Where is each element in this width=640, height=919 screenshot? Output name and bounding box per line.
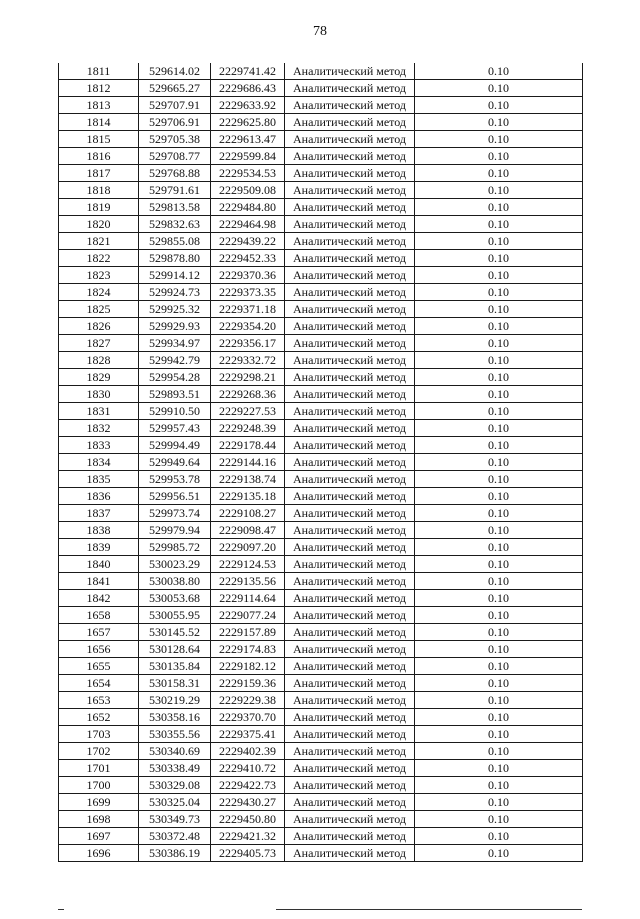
accuracy-cell: 0.10 [415, 199, 583, 216]
method-cell: Аналитический метод [285, 743, 415, 760]
table-row [59, 505, 583, 522]
y-coordinate-cell: 2229439.22 [211, 233, 285, 250]
y-coordinate-cell: 2229599.84 [211, 148, 285, 165]
y-coordinate-cell: 2229229.38 [211, 692, 285, 709]
table-row [59, 131, 583, 148]
y-coordinate-cell: 2229402.39 [211, 743, 285, 760]
table-row [59, 369, 583, 386]
y-coordinate-cell: 2229410.72 [211, 760, 285, 777]
table-row [59, 284, 583, 301]
x-coordinate-cell: 529910.50 [139, 403, 211, 420]
method-cell: Аналитический метод [285, 216, 415, 233]
point-number-cell: 1811 [59, 63, 139, 80]
point-number-cell: 1696 [59, 845, 139, 862]
point-number-cell: 1657 [59, 624, 139, 641]
accuracy-cell: 0.10 [415, 624, 583, 641]
method-cell: Аналитический метод [285, 607, 415, 624]
accuracy-cell: 0.10 [415, 250, 583, 267]
y-coordinate-cell: 2229135.56 [211, 573, 285, 590]
point-number-cell: 1701 [59, 760, 139, 777]
x-coordinate-cell: 529832.63 [139, 216, 211, 233]
table-row [59, 250, 583, 267]
accuracy-cell: 0.10 [415, 556, 583, 573]
coordinates-table [58, 63, 583, 862]
x-coordinate-cell: 530349.73 [139, 811, 211, 828]
point-number-cell: 1653 [59, 692, 139, 709]
y-coordinate-cell: 2229686.43 [211, 80, 285, 97]
accuracy-cell: 0.10 [415, 165, 583, 182]
x-coordinate-cell: 530145.52 [139, 624, 211, 641]
y-coordinate-cell: 2229450.80 [211, 811, 285, 828]
method-cell: Аналитический метод [285, 420, 415, 437]
method-cell: Аналитический метод [285, 811, 415, 828]
table-row [59, 811, 583, 828]
method-cell: Аналитический метод [285, 284, 415, 301]
method-cell: Аналитический метод [285, 539, 415, 556]
accuracy-cell: 0.10 [415, 811, 583, 828]
y-coordinate-cell: 2229354.20 [211, 318, 285, 335]
accuracy-cell: 0.10 [415, 488, 583, 505]
accuracy-cell: 0.10 [415, 80, 583, 97]
y-coordinate-cell: 2229371.18 [211, 301, 285, 318]
accuracy-cell: 0.10 [415, 369, 583, 386]
y-coordinate-cell: 2229138.74 [211, 471, 285, 488]
accuracy-cell: 0.10 [415, 182, 583, 199]
x-coordinate-cell: 530055.95 [139, 607, 211, 624]
method-cell: Аналитический метод [285, 726, 415, 743]
table-row [59, 845, 583, 862]
method-cell: Аналитический метод [285, 386, 415, 403]
x-coordinate-cell: 529665.27 [139, 80, 211, 97]
y-coordinate-cell: 2229114.64 [211, 590, 285, 607]
table-row [59, 658, 583, 675]
y-coordinate-cell: 2229097.20 [211, 539, 285, 556]
footer-rule [276, 909, 582, 910]
table-row [59, 777, 583, 794]
x-coordinate-cell: 530158.31 [139, 675, 211, 692]
x-coordinate-cell: 529973.74 [139, 505, 211, 522]
method-cell: Аналитический метод [285, 658, 415, 675]
point-number-cell: 1700 [59, 777, 139, 794]
y-coordinate-cell: 2229373.35 [211, 284, 285, 301]
table-row [59, 63, 583, 80]
accuracy-cell: 0.10 [415, 454, 583, 471]
point-number-cell: 1656 [59, 641, 139, 658]
x-coordinate-cell: 530023.29 [139, 556, 211, 573]
accuracy-cell: 0.10 [415, 573, 583, 590]
point-number-cell: 1703 [59, 726, 139, 743]
table-row [59, 182, 583, 199]
y-coordinate-cell: 2229098.47 [211, 522, 285, 539]
point-number-cell: 1836 [59, 488, 139, 505]
method-cell: Аналитический метод [285, 454, 415, 471]
point-number-cell: 1821 [59, 233, 139, 250]
accuracy-cell: 0.10 [415, 760, 583, 777]
method-cell: Аналитический метод [285, 318, 415, 335]
y-coordinate-cell: 2229356.17 [211, 335, 285, 352]
x-coordinate-cell: 529708.77 [139, 148, 211, 165]
point-number-cell: 1816 [59, 148, 139, 165]
table-row [59, 454, 583, 471]
y-coordinate-cell: 2229248.39 [211, 420, 285, 437]
x-coordinate-cell: 529979.94 [139, 522, 211, 539]
table-row [59, 216, 583, 233]
method-cell: Аналитический метод [285, 641, 415, 658]
point-number-cell: 1830 [59, 386, 139, 403]
method-cell: Аналитический метод [285, 369, 415, 386]
x-coordinate-cell: 530329.08 [139, 777, 211, 794]
method-cell: Аналитический метод [285, 148, 415, 165]
table-row [59, 522, 583, 539]
point-number-cell: 1655 [59, 658, 139, 675]
point-number-cell: 1838 [59, 522, 139, 539]
method-cell: Аналитический метод [285, 590, 415, 607]
accuracy-cell: 0.10 [415, 352, 583, 369]
method-cell: Аналитический метод [285, 250, 415, 267]
accuracy-cell: 0.10 [415, 386, 583, 403]
y-coordinate-cell: 2229298.21 [211, 369, 285, 386]
x-coordinate-cell: 530358.16 [139, 709, 211, 726]
point-number-cell: 1840 [59, 556, 139, 573]
y-coordinate-cell: 2229405.73 [211, 845, 285, 862]
method-cell: Аналитический метод [285, 301, 415, 318]
point-number-cell: 1822 [59, 250, 139, 267]
method-cell: Аналитический метод [285, 267, 415, 284]
method-cell: Аналитический метод [285, 675, 415, 692]
y-coordinate-cell: 2229227.53 [211, 403, 285, 420]
accuracy-cell: 0.10 [415, 233, 583, 250]
point-number-cell: 1837 [59, 505, 139, 522]
method-cell: Аналитический метод [285, 709, 415, 726]
coordinates-table-body [59, 63, 583, 862]
point-number-cell: 1841 [59, 573, 139, 590]
method-cell: Аналитический метод [285, 437, 415, 454]
x-coordinate-cell: 529942.79 [139, 352, 211, 369]
table-row [59, 471, 583, 488]
point-number-cell: 1654 [59, 675, 139, 692]
y-coordinate-cell: 2229464.98 [211, 216, 285, 233]
x-coordinate-cell: 529707.91 [139, 97, 211, 114]
table-row [59, 420, 583, 437]
x-coordinate-cell: 529994.49 [139, 437, 211, 454]
point-number-cell: 1658 [59, 607, 139, 624]
y-coordinate-cell: 2229268.36 [211, 386, 285, 403]
point-number-cell: 1825 [59, 301, 139, 318]
point-number-cell: 1824 [59, 284, 139, 301]
method-cell: Аналитический метод [285, 352, 415, 369]
point-number-cell: 1815 [59, 131, 139, 148]
x-coordinate-cell: 530135.84 [139, 658, 211, 675]
y-coordinate-cell: 2229144.16 [211, 454, 285, 471]
y-coordinate-cell: 2229370.36 [211, 267, 285, 284]
method-cell: Аналитический метод [285, 131, 415, 148]
x-coordinate-cell: 529614.02 [139, 63, 211, 80]
table-row [59, 80, 583, 97]
accuracy-cell: 0.10 [415, 420, 583, 437]
y-coordinate-cell: 2229613.47 [211, 131, 285, 148]
page-number: 78 [313, 24, 327, 39]
table-row [59, 488, 583, 505]
x-coordinate-cell: 529929.93 [139, 318, 211, 335]
x-coordinate-cell: 530038.80 [139, 573, 211, 590]
method-cell: Аналитический метод [285, 777, 415, 794]
y-coordinate-cell: 2229077.24 [211, 607, 285, 624]
method-cell: Аналитический метод [285, 80, 415, 97]
accuracy-cell: 0.10 [415, 335, 583, 352]
table-row [59, 352, 583, 369]
table-row [59, 794, 583, 811]
x-coordinate-cell: 529949.64 [139, 454, 211, 471]
point-number-cell: 1823 [59, 267, 139, 284]
table-row [59, 590, 583, 607]
accuracy-cell: 0.10 [415, 777, 583, 794]
footer-rule-left [58, 909, 64, 910]
table-row [59, 318, 583, 335]
accuracy-cell: 0.10 [415, 522, 583, 539]
method-cell: Аналитический метод [285, 505, 415, 522]
accuracy-cell: 0.10 [415, 658, 583, 675]
table-row [59, 199, 583, 216]
x-coordinate-cell: 530053.68 [139, 590, 211, 607]
point-number-cell: 1812 [59, 80, 139, 97]
point-number-cell: 1842 [59, 590, 139, 607]
accuracy-cell: 0.10 [415, 437, 583, 454]
accuracy-cell: 0.10 [415, 216, 583, 233]
accuracy-cell: 0.10 [415, 148, 583, 165]
x-coordinate-cell: 529893.51 [139, 386, 211, 403]
y-coordinate-cell: 2229625.80 [211, 114, 285, 131]
accuracy-cell: 0.10 [415, 131, 583, 148]
x-coordinate-cell: 529924.73 [139, 284, 211, 301]
table-row [59, 437, 583, 454]
point-number-cell: 1826 [59, 318, 139, 335]
table-row [59, 148, 583, 165]
accuracy-cell: 0.10 [415, 607, 583, 624]
method-cell: Аналитический метод [285, 522, 415, 539]
y-coordinate-cell: 2229741.42 [211, 63, 285, 80]
method-cell: Аналитический метод [285, 828, 415, 845]
point-number-cell: 1819 [59, 199, 139, 216]
table-row [59, 267, 583, 284]
method-cell: Аналитический метод [285, 556, 415, 573]
point-number-cell: 1831 [59, 403, 139, 420]
table-row [59, 114, 583, 131]
x-coordinate-cell: 529956.51 [139, 488, 211, 505]
point-number-cell: 1820 [59, 216, 139, 233]
method-cell: Аналитический метод [285, 165, 415, 182]
accuracy-cell: 0.10 [415, 743, 583, 760]
table-row [59, 386, 583, 403]
x-coordinate-cell: 530355.56 [139, 726, 211, 743]
method-cell: Аналитический метод [285, 403, 415, 420]
accuracy-cell: 0.10 [415, 692, 583, 709]
x-coordinate-cell: 530325.04 [139, 794, 211, 811]
x-coordinate-cell: 529914.12 [139, 267, 211, 284]
point-number-cell: 1818 [59, 182, 139, 199]
y-coordinate-cell: 2229182.12 [211, 658, 285, 675]
accuracy-cell: 0.10 [415, 284, 583, 301]
method-cell: Аналитический метод [285, 471, 415, 488]
accuracy-cell: 0.10 [415, 471, 583, 488]
accuracy-cell: 0.10 [415, 403, 583, 420]
accuracy-cell: 0.10 [415, 590, 583, 607]
method-cell: Аналитический метод [285, 182, 415, 199]
point-number-cell: 1832 [59, 420, 139, 437]
table-row [59, 607, 583, 624]
y-coordinate-cell: 2229157.89 [211, 624, 285, 641]
x-coordinate-cell: 530128.64 [139, 641, 211, 658]
accuracy-cell: 0.10 [415, 845, 583, 862]
x-coordinate-cell: 530372.48 [139, 828, 211, 845]
method-cell: Аналитический метод [285, 692, 415, 709]
y-coordinate-cell: 2229159.36 [211, 675, 285, 692]
y-coordinate-cell: 2229430.27 [211, 794, 285, 811]
point-number-cell: 1829 [59, 369, 139, 386]
method-cell: Аналитический метод [285, 97, 415, 114]
method-cell: Аналитический метод [285, 199, 415, 216]
point-number-cell: 1827 [59, 335, 139, 352]
method-cell: Аналитический метод [285, 114, 415, 131]
table-row [59, 301, 583, 318]
y-coordinate-cell: 2229375.41 [211, 726, 285, 743]
accuracy-cell: 0.10 [415, 97, 583, 114]
point-number-cell: 1833 [59, 437, 139, 454]
y-coordinate-cell: 2229509.08 [211, 182, 285, 199]
accuracy-cell: 0.10 [415, 301, 583, 318]
y-coordinate-cell: 2229108.27 [211, 505, 285, 522]
method-cell: Аналитический метод [285, 794, 415, 811]
accuracy-cell: 0.10 [415, 641, 583, 658]
table-row [59, 165, 583, 182]
table-row [59, 335, 583, 352]
method-cell: Аналитический метод [285, 760, 415, 777]
table-row [59, 692, 583, 709]
y-coordinate-cell: 2229452.33 [211, 250, 285, 267]
table-row [59, 675, 583, 692]
point-number-cell: 1697 [59, 828, 139, 845]
point-number-cell: 1813 [59, 97, 139, 114]
table-row [59, 573, 583, 590]
point-number-cell: 1835 [59, 471, 139, 488]
x-coordinate-cell: 529706.91 [139, 114, 211, 131]
accuracy-cell: 0.10 [415, 63, 583, 80]
accuracy-cell: 0.10 [415, 539, 583, 556]
x-coordinate-cell: 529768.88 [139, 165, 211, 182]
table-row [59, 726, 583, 743]
point-number-cell: 1698 [59, 811, 139, 828]
x-coordinate-cell: 529985.72 [139, 539, 211, 556]
y-coordinate-cell: 2229370.70 [211, 709, 285, 726]
x-coordinate-cell: 529878.80 [139, 250, 211, 267]
x-coordinate-cell: 530386.19 [139, 845, 211, 862]
table-row [59, 539, 583, 556]
y-coordinate-cell: 2229422.73 [211, 777, 285, 794]
y-coordinate-cell: 2229332.72 [211, 352, 285, 369]
x-coordinate-cell: 529953.78 [139, 471, 211, 488]
accuracy-cell: 0.10 [415, 675, 583, 692]
accuracy-cell: 0.10 [415, 318, 583, 335]
x-coordinate-cell: 529934.97 [139, 335, 211, 352]
method-cell: Аналитический метод [285, 63, 415, 80]
accuracy-cell: 0.10 [415, 709, 583, 726]
y-coordinate-cell: 2229135.18 [211, 488, 285, 505]
x-coordinate-cell: 529791.61 [139, 182, 211, 199]
method-cell: Аналитический метод [285, 488, 415, 505]
y-coordinate-cell: 2229484.80 [211, 199, 285, 216]
method-cell: Аналитический метод [285, 233, 415, 250]
method-cell: Аналитический метод [285, 335, 415, 352]
point-number-cell: 1702 [59, 743, 139, 760]
x-coordinate-cell: 529954.28 [139, 369, 211, 386]
x-coordinate-cell: 530340.69 [139, 743, 211, 760]
method-cell: Аналитический метод [285, 845, 415, 862]
y-coordinate-cell: 2229534.53 [211, 165, 285, 182]
point-number-cell: 1814 [59, 114, 139, 131]
point-number-cell: 1817 [59, 165, 139, 182]
y-coordinate-cell: 2229421.32 [211, 828, 285, 845]
table-row [59, 760, 583, 777]
y-coordinate-cell: 2229174.83 [211, 641, 285, 658]
y-coordinate-cell: 2229124.53 [211, 556, 285, 573]
table-row [59, 233, 583, 250]
table-row [59, 828, 583, 845]
x-coordinate-cell: 530219.29 [139, 692, 211, 709]
point-number-cell: 1652 [59, 709, 139, 726]
table-row [59, 641, 583, 658]
table-row [59, 97, 583, 114]
y-coordinate-cell: 2229178.44 [211, 437, 285, 454]
point-number-cell: 1699 [59, 794, 139, 811]
x-coordinate-cell: 529957.43 [139, 420, 211, 437]
table-row [59, 709, 583, 726]
accuracy-cell: 0.10 [415, 267, 583, 284]
y-coordinate-cell: 2229633.92 [211, 97, 285, 114]
accuracy-cell: 0.10 [415, 114, 583, 131]
x-coordinate-cell: 530338.49 [139, 760, 211, 777]
point-number-cell: 1828 [59, 352, 139, 369]
table-row [59, 624, 583, 641]
x-coordinate-cell: 529925.32 [139, 301, 211, 318]
accuracy-cell: 0.10 [415, 505, 583, 522]
method-cell: Аналитический метод [285, 624, 415, 641]
accuracy-cell: 0.10 [415, 794, 583, 811]
method-cell: Аналитический метод [285, 573, 415, 590]
point-number-cell: 1839 [59, 539, 139, 556]
accuracy-cell: 0.10 [415, 726, 583, 743]
x-coordinate-cell: 529705.38 [139, 131, 211, 148]
point-number-cell: 1834 [59, 454, 139, 471]
table-row [59, 403, 583, 420]
table-row [59, 743, 583, 760]
x-coordinate-cell: 529855.08 [139, 233, 211, 250]
accuracy-cell: 0.10 [415, 828, 583, 845]
table-row [59, 556, 583, 573]
x-coordinate-cell: 529813.58 [139, 199, 211, 216]
